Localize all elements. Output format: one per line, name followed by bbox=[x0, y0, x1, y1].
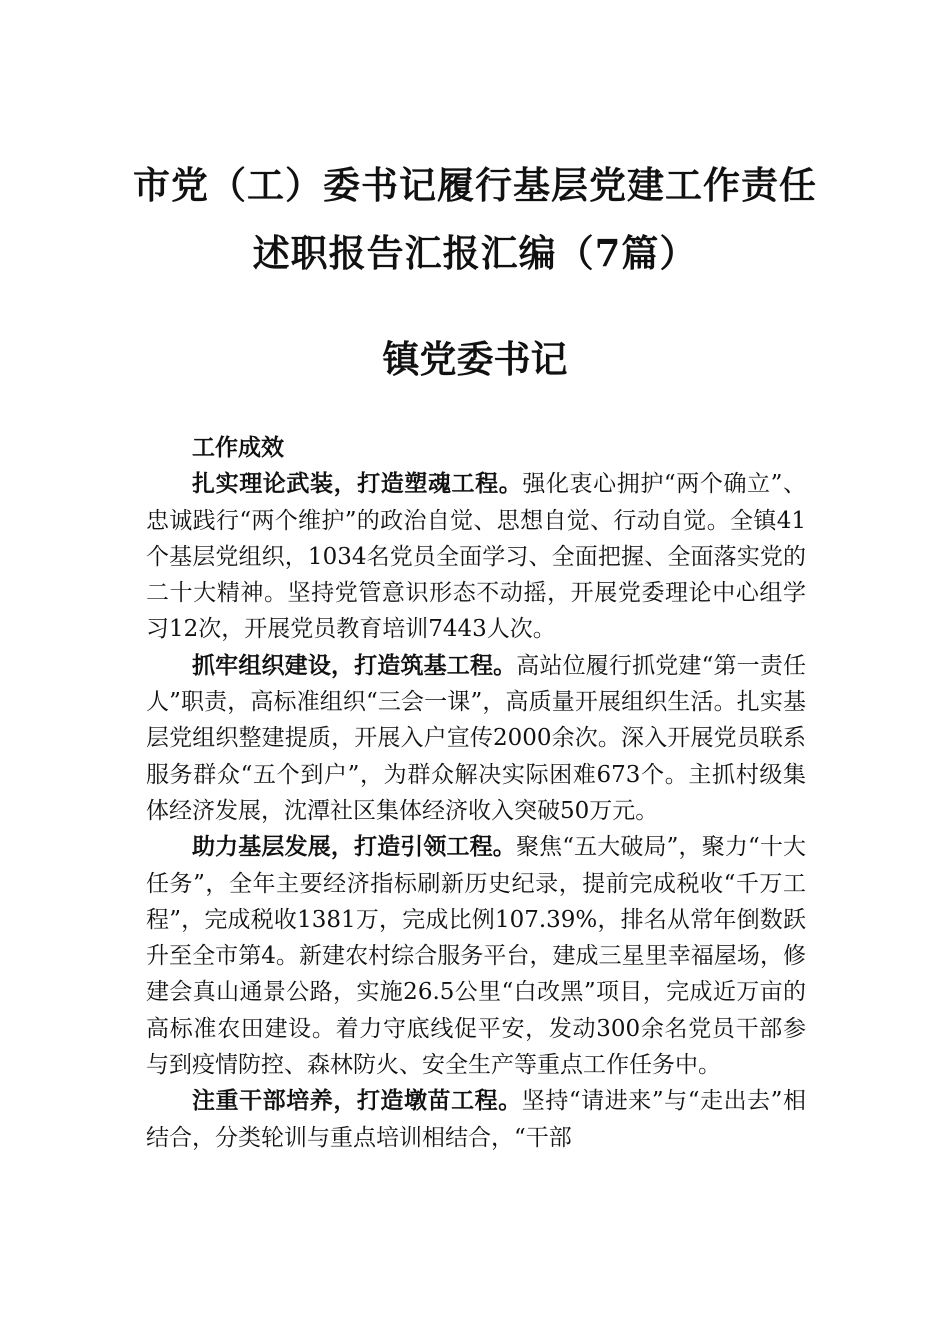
paragraph-text: 强化衷心拥护“两个确立”、忠诚践行“两个维护”的政治自觉、思想自觉、行动自觉。全镇41个基层党组织，1034名党员全面学习、全面把握、全面落实党的二十大精神。坚持党管意识形态不动摇，开展党委理论中心组学习12次，开展党员教育培训7443人次。 bbox=[146, 471, 806, 643]
body-paragraph bbox=[146, 466, 806, 647]
body-paragraph bbox=[146, 648, 806, 829]
body-paragraph bbox=[146, 1083, 806, 1156]
paragraph-text: 聚焦“五大破局”，聚力“十大任务”，全年主要经济指标刷新历史纪录，提前完成税收“千万工程”，完成税收1381万，完成比例107.39%，排名从常年倒数跃升至全市第4。新建农村综合服务平台，建成三星里幸福屋场，修建会真山通景公路，实施26.5公里“白改黑”项目，完成近万亩的高标准农田建设。着力守底线促平安，发动300余名党员干部参与到疫情防控、森林防火、安全生产等重点工作任务中。 bbox=[146, 834, 807, 1079]
document-body bbox=[146, 430, 806, 1156]
paragraph-lead: 助力基层发展，打造引领工程。 bbox=[192, 833, 516, 861]
paragraph-lead: 扎实理论武装，打造塑魂工程。 bbox=[192, 470, 523, 498]
paragraph-text: 高站位履行抓党建“第一责任人”职责，高标准组织“三会一课”，高质量开展组织生活。扎实基层党组织整建提质，开展入户宣传2000余次。深入开展党员联系服务群众“五个到户”，为群众解决实际困难673个。主抓村级集体经济发展，沈潭社区集体经济收入突破50万元。 bbox=[146, 652, 806, 824]
paragraph-text: 坚持“请进来”与“走出去”相结合，分类轮训与重点培训相结合，“干部 bbox=[146, 1088, 806, 1151]
paragraph-lead: 注重干部培养，打造墩苗工程。 bbox=[192, 1087, 522, 1115]
document-title-line-1: 市党（工）委书记履行基层党建工作责任 bbox=[133, 163, 817, 207]
body-paragraph bbox=[146, 829, 806, 1083]
subheading-paragraph bbox=[146, 430, 806, 466]
document-title-line-2: 述职报告汇报汇编（7篇） bbox=[252, 231, 698, 275]
paragraph-lead: 抓牢组织建设，打造筑基工程。 bbox=[192, 651, 517, 679]
section-heading: 镇党委书记 bbox=[382, 337, 568, 381]
subheading: 工作成效 bbox=[192, 434, 284, 461]
